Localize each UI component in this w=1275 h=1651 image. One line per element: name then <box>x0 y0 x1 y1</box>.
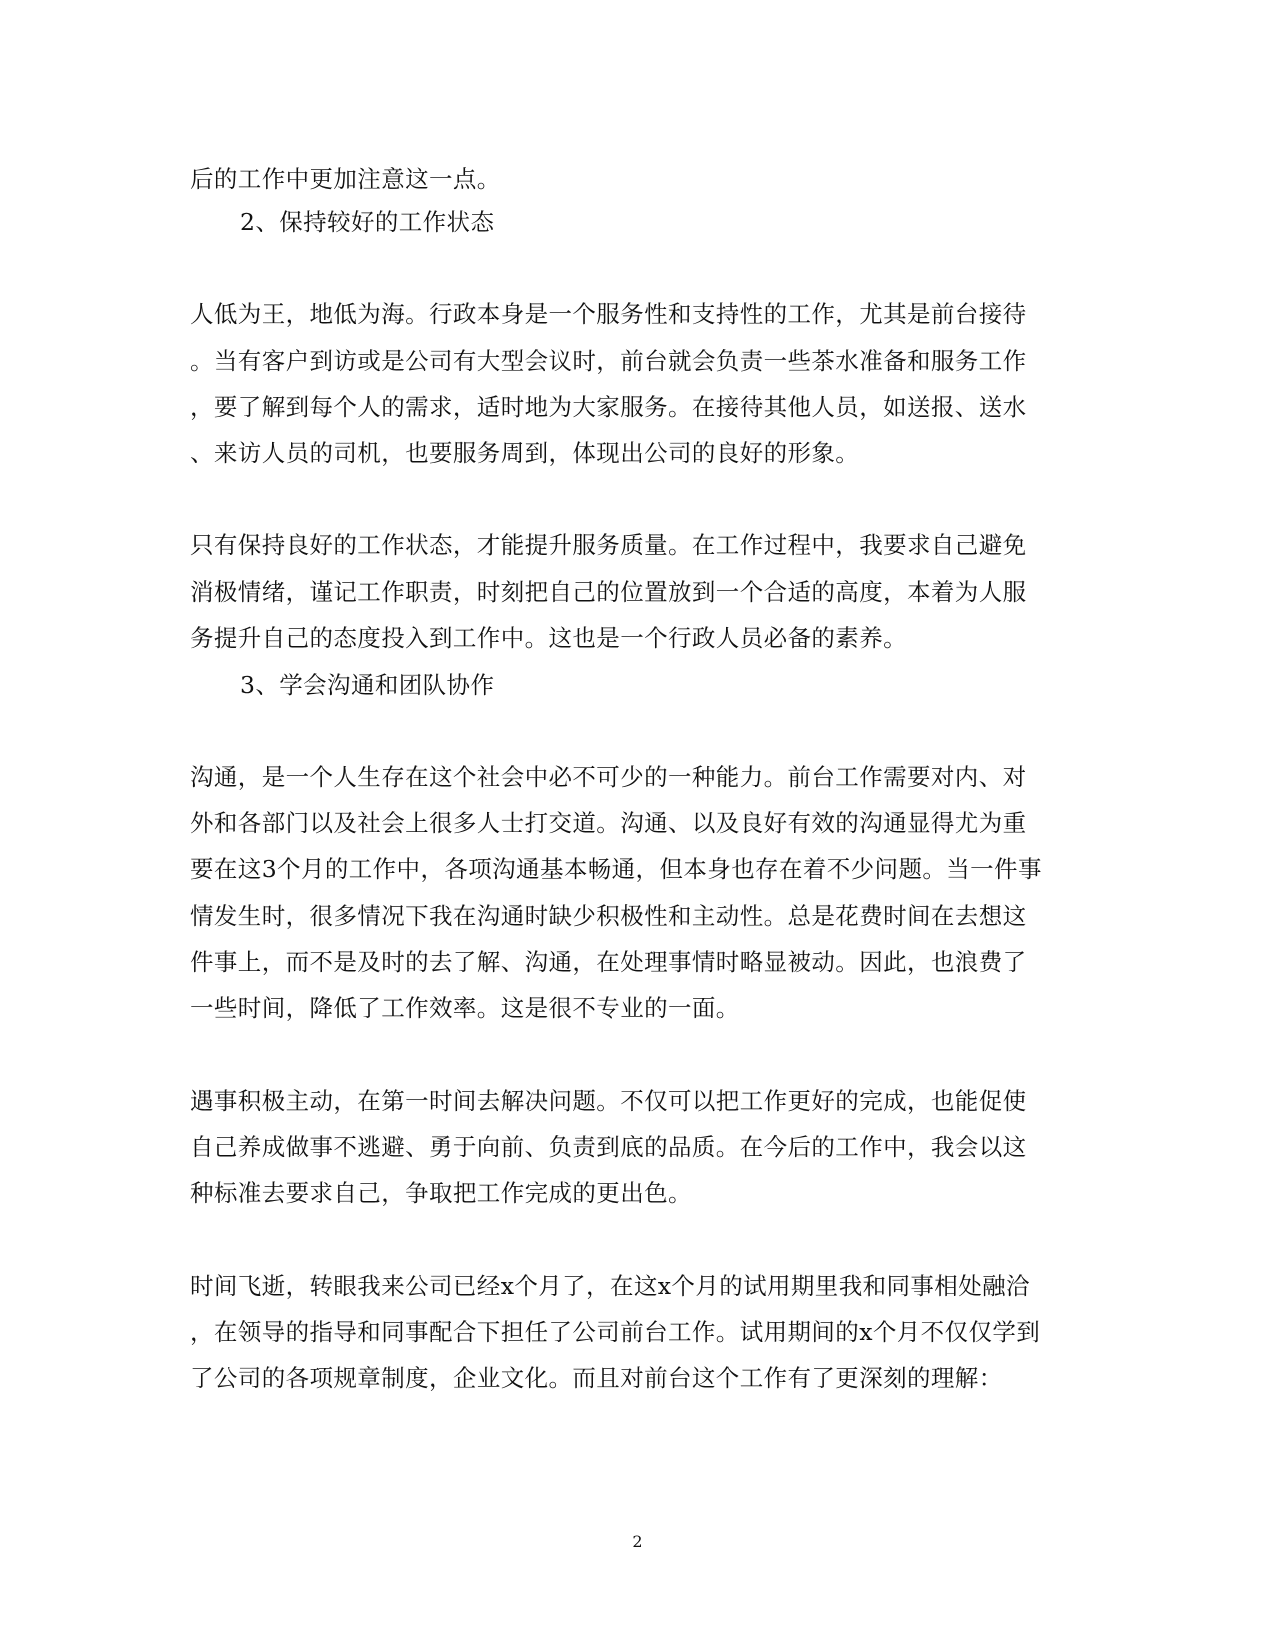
page-number: 2 <box>632 1532 643 1551</box>
paragraph-line: 只有保持良好的工作状态，才能提升服务质量。在工作过程中，我要求自己避免 <box>190 531 1027 559</box>
paragraph-line: 。当有客户到访或是公司有大型会议时，前台就会负责一些茶水准备和服务工作 <box>190 347 1027 375</box>
paragraph-line: 遇事积极主动，在第一时间去解决问题。不仅可以把工作更好的完成，也能促使 <box>190 1087 1027 1115</box>
paragraph-line: 、来访人员的司机，也要服务周到，体现出公司的良好的形象。 <box>190 439 860 467</box>
paragraph-line: 一些时间，降低了工作效率。这是很不专业的一面。 <box>190 994 740 1022</box>
paragraph-line: 种标准去要求自己，争取把工作完成的更出色。 <box>190 1179 692 1207</box>
paragraph-line: ，在领导的指导和同事配合下担任了公司前台工作。试用期间的x个月不仅仅学到 <box>190 1318 1041 1346</box>
paragraph-line: 要在这3个月的工作中，各项沟通基本畅通，但本身也存在着不少问题。当一件事 <box>190 855 1042 883</box>
paragraph-line: 人低为王，地低为海。行政本身是一个服务性和支持性的工作，尤其是前台接待 <box>190 300 1027 328</box>
paragraph-line: 外和各部门以及社会上很多人士打交道。沟通、以及良好有效的沟通显得尤为重 <box>190 809 1027 837</box>
paragraph-line: 务提升自己的态度投入到工作中。这也是一个行政人员必备的素养。 <box>190 624 907 652</box>
paragraph-line: 消极情绪，谨记工作职责，时刻把自己的位置放到一个合适的高度，本着为人服 <box>190 578 1027 606</box>
paragraph-line: 沟通，是一个人生存在这个社会中必不可少的一种能力。前台工作需要对内、对 <box>190 763 1027 791</box>
paragraph-line: 后的工作中更加注意这一点。 <box>190 165 501 193</box>
section-heading: 2、保持较好的工作状态 <box>240 208 495 236</box>
paragraph-line: 时间飞逝，转眼我来公司已经x个月了，在这x个月的试用期里我和同事相处融洽 <box>190 1272 1030 1300</box>
paragraph-line: 情发生时，很多情况下我在沟通时缺少积极性和主动性。总是花费时间在去想这 <box>190 902 1027 930</box>
paragraph-line: 了公司的各项规章制度，企业文化。而且对前台这个工作有了更深刻的理解： <box>190 1364 1003 1392</box>
paragraph-line: ，要了解到每个人的需求，适时地为大家服务。在接待其他人员，如送报、送水 <box>190 393 1027 421</box>
paragraph-line: 自己养成做事不逃避、勇于向前、负责到底的品质。在今后的工作中，我会以这 <box>190 1133 1027 1161</box>
section-heading: 3、学会沟通和团队协作 <box>240 671 495 699</box>
paragraph-line: 件事上，而不是及时的去了解、沟通，在处理事情时略显被动。因此，也浪费了 <box>190 948 1027 976</box>
